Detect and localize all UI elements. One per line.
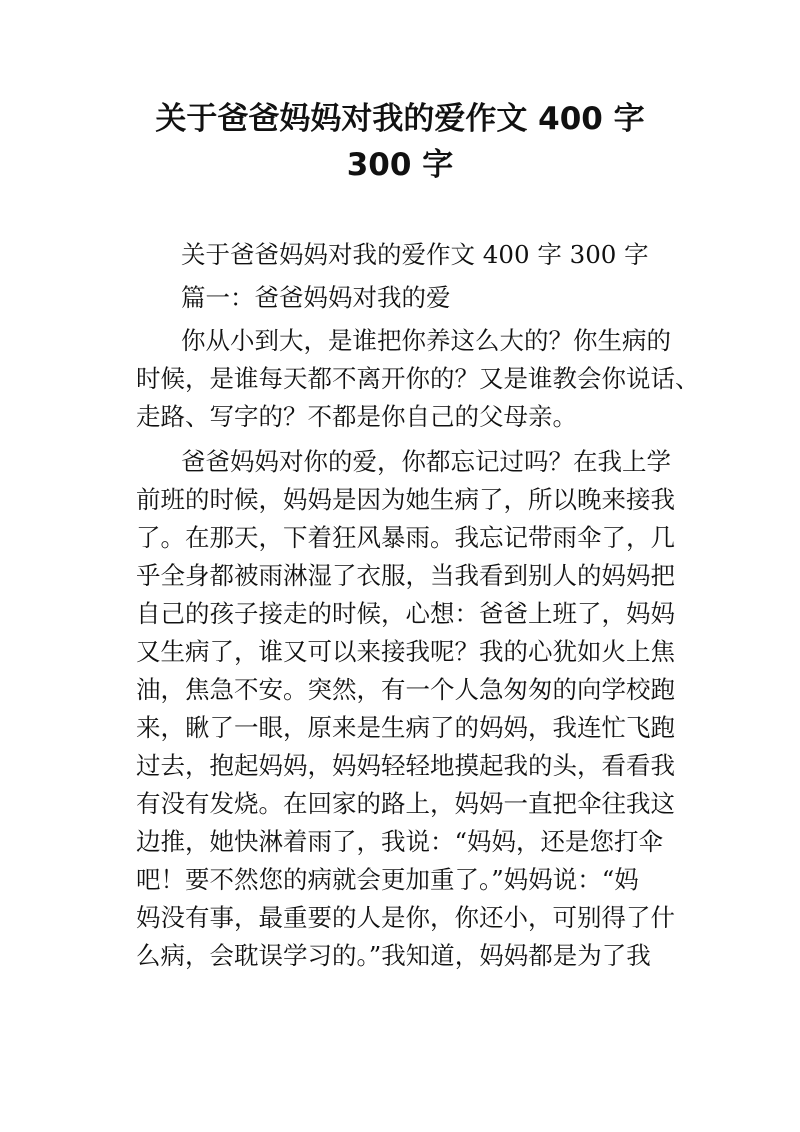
text-line: 关于爸爸妈妈对我的爱作文 400 字 300 字 <box>181 240 649 269</box>
text-line: 有没有发烧。在回家的路上，妈妈一直把伞往我这 <box>136 789 675 818</box>
paragraph-1 <box>136 322 700 436</box>
text-line: 过去，抱起妈妈，妈妈轻轻地摸起我的头，看看我 <box>136 751 675 780</box>
text-line: 来，瞅了一眼，原来是生病了的妈妈，我连忙飞跑 <box>136 713 675 742</box>
title-line-1: 关于爸爸妈妈对我的爱作文 400 字 <box>155 101 645 137</box>
paragraph-subtitle <box>136 236 676 274</box>
text-line: 篇一：爸爸妈妈对我的爱 <box>181 283 451 312</box>
text-line: 走路、写字的？不都是你自己的父母亲。 <box>136 402 577 431</box>
text-line: 你从小到大，是谁把你养这么大的？你生病的 <box>181 326 671 355</box>
title-line-2: 300 字 <box>346 147 454 183</box>
paragraph-section-heading <box>136 279 676 317</box>
text-line: 又生病了，谁又可以来接我呢？我的心犹如火上焦 <box>136 637 675 666</box>
text-line: 前班的时候，妈妈是因为她生病了，所以晚来接我 <box>136 485 675 514</box>
text-line: 乎全身都被雨淋湿了衣服，当我看到别人的妈妈把 <box>136 561 675 590</box>
text-line: 时候，是谁每天都不离开你的？又是谁教会你说话、 <box>136 364 700 393</box>
text-line: 边推，她快淋着雨了，我说：“妈妈，还是您打伞 <box>136 827 664 856</box>
text-line: 自己的孩子接走的时候，心想：爸爸上班了，妈妈 <box>136 599 675 628</box>
text-line: 油，焦急不安。突然，有一个人急匆匆的向学校跑 <box>136 675 675 704</box>
text-line: 妈没有事，最重要的人是你，你还小，可别得了什 <box>136 903 675 932</box>
text-line: 么病，会耽误学习的。”我知道，妈妈都是为了我 <box>136 941 651 970</box>
text-line: 了。在那天，下着狂风暴雨。我忘记带雨伞了，几 <box>136 523 675 552</box>
paragraph-2 <box>136 443 676 975</box>
text-line: 吧！要不然您的病就会更加重了。”妈妈说：“妈 <box>136 865 639 894</box>
text-line: 爸爸妈妈对你的爱，你都忘记过吗？在我上学 <box>181 447 671 476</box>
document-title <box>100 96 700 188</box>
document-body <box>136 236 700 980</box>
